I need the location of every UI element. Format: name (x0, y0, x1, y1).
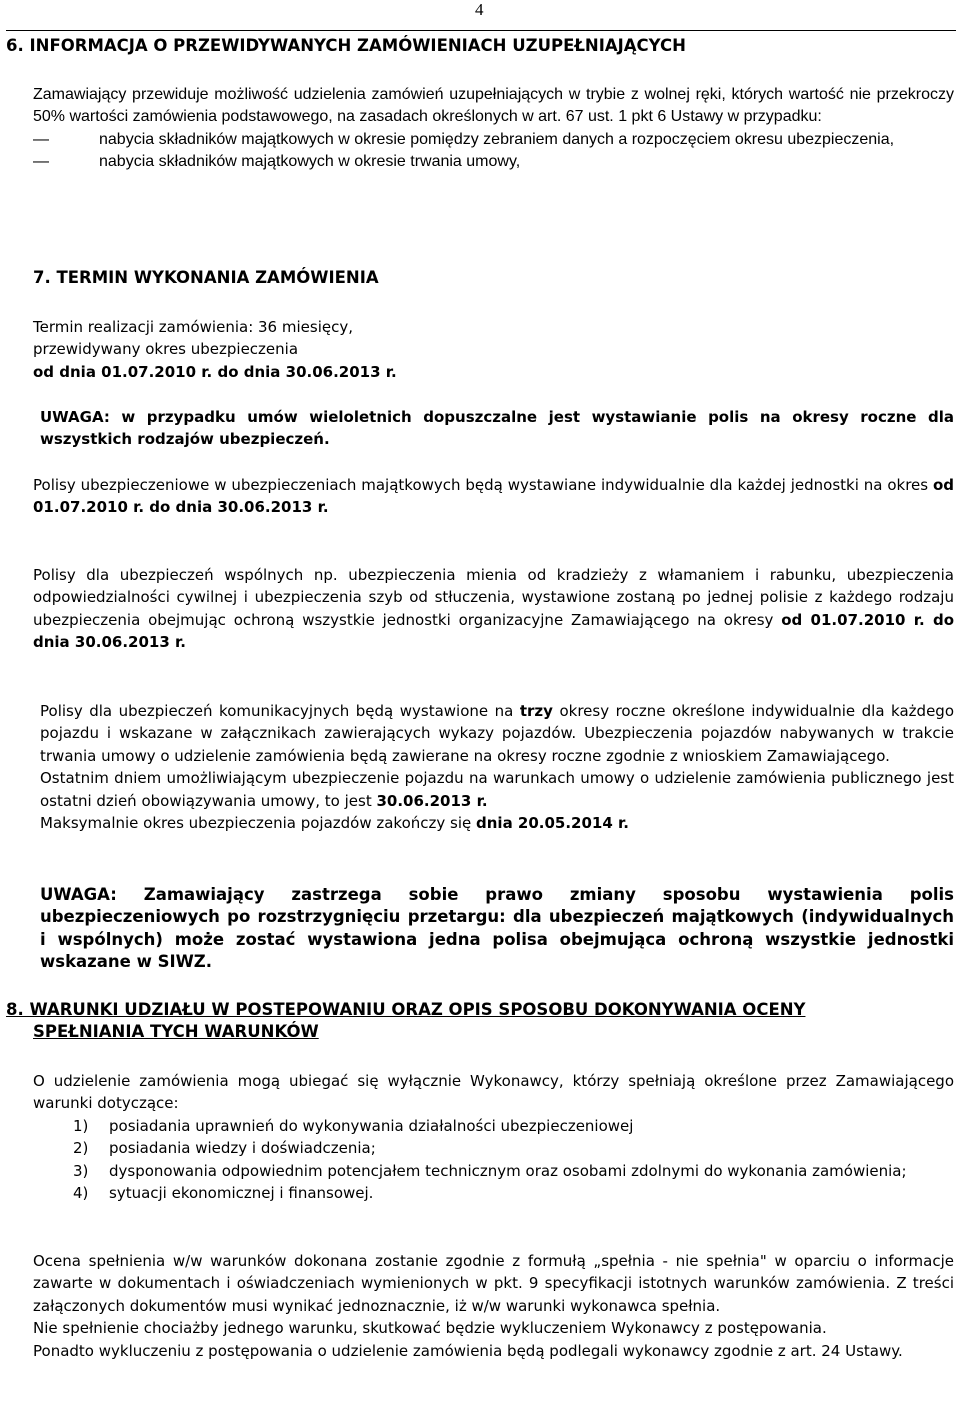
ocena-paragraph (33, 1250, 954, 1362)
term-line: przewidywany okres ubezpieczenia (33, 340, 299, 359)
dash-bullet: — (33, 130, 49, 148)
list-item-text: nabycia składników majątkowych w okresie pomiędzy zebraniem danych a rozpoczęciem okresu ubezpieczenia, (99, 130, 895, 148)
list-number: 3) (73, 1161, 89, 1180)
header-rule (6, 30, 956, 31)
kom-bold: trzy (519, 702, 553, 720)
polisy-paragraph-1 (33, 474, 954, 519)
list-item-text: nabycia składników majątkowych w okresie trwania umowy, (99, 153, 521, 171)
section-8-heading-cont: SPEŁNIANIA TYCH WARUNKÓW (33, 1022, 319, 1041)
kom-text-a: Polisy dla ubezpieczeń komunikacyjnych będą wystawione na (40, 702, 520, 720)
list-item (33, 1137, 954, 1159)
section-7-heading: 7. TERMIN WYKONANIA ZAMÓWIENIA (33, 268, 379, 287)
list-item-text: dysponowania odpowiednim potencjałem technicznym oraz osobami zdolnymi do wykonania zamówienia; (109, 1161, 907, 1180)
uwaga-note-1: UWAGA: w przypadku umów wieloletnich dopuszczalne jest wystawianie polis na okresy roczne dla wszystkich rodzajów ubezpieczeń. (40, 408, 954, 449)
polisy-2-dates: od 01.07.2010 r. do dnia 30.06.2013 r. (33, 610, 955, 652)
term-line: Termin realizacji zamówienia: 36 miesięcy, (33, 318, 353, 336)
ostatni-dzien-date: 30.06.2013 r. (376, 791, 488, 810)
list-number: 2) (73, 1139, 89, 1158)
niespelnienie-text: Nie spełnienie chociażby jednego warunku, skutkować będzie wykluczeniem Wykonawcy z postępowania. (33, 1319, 827, 1338)
page-number: 4 (475, 0, 484, 19)
dash-bullet: — (33, 153, 49, 171)
list-item (33, 129, 954, 151)
term-dates: od dnia 01.07.2010 r. do dnia 30.06.2013 r. (33, 362, 397, 381)
maks-okres-text: Maksymalnie okres ubezpieczenia pojazdów zakończy się (40, 814, 477, 833)
komunikacyjne-paragraph (40, 700, 954, 834)
kom-text-b: okresy roczne określone indywidualnie dla każdego pojazdu i wskazane w załącznikach zawierających wykazy pojazdów. Ubezpieczenia pojazdów nabywanych w trakcie trwania umowy o udzielenie zamówienia będą zawierane na okresy roczne zgodnie z wnioskiem Zamawiającego. (40, 702, 954, 765)
term-block (33, 316, 933, 383)
list-item (33, 1182, 954, 1204)
list-item (33, 1160, 954, 1182)
section-8-intro: O udzielenie zamówienia mogą ubiegać się wyłącznie Wykonawcy, którzy spełniają określone przez Zamawiającego warunki dotyczące: (33, 1072, 954, 1113)
section-8-heading: 8. WARUNKI UDZIAŁU W POSTEPOWANIU ORAZ OPIS SPOSOBU DOKONYWANIA OCENY (6, 1000, 806, 1019)
section-8-body (33, 1070, 954, 1204)
ocena-text: Ocena spełnienia w/w warunków dokonana zostanie zgodnie z formułą „spełnia - nie spełnia" w oparciu o informacje zawarte w dokumentach i oświadczeniach wymienionych w pkt. 9 specyfikacji istotnych warunków zamówienia. Z treści załączonych dokumentów musi wynikać jednoznacznie, iż w/w warunki wykonawca spełnia. (33, 1252, 954, 1315)
section-6-paragraph (33, 84, 954, 174)
section-6-heading: 6. INFORMACJA O PRZEWIDYWANYCH ZAMÓWIENIACH UZUPEŁNIAJĄCYCH (6, 36, 686, 55)
list-number: 4) (73, 1184, 89, 1203)
list-item-text: posiadania uprawnień do wykonywania działalności ubezpieczeniowej (109, 1116, 634, 1135)
wykluczenie-text: Ponadto wykluczeniu z postępowania o udzielenie zamówienia będą podlegali wykonawcy zgodnie z art. 24 Ustawy. (33, 1341, 903, 1360)
list-item-text: sytuacji ekonomicznej i finansowej. (109, 1184, 374, 1203)
list-item (33, 151, 954, 173)
maks-okres-date: dnia 20.05.2014 r. (476, 814, 629, 833)
polisy-2-text: Polisy dla ubezpieczeń wspólnych np. ubezpieczenia mienia od kradzieży z włamaniem i rabunku, ubezpieczenia odpowiedzialności cywilnej i ubezpieczenia szyb od stłuczenia, wystawione zostaną po jednej polisie z każdego rodzaju ubezpieczenia obejmując ochroną wszystkie jednostki organizacyjne Zamawiającego na okresy (33, 566, 954, 629)
polisy-1-text: Polisy ubezpieczeniowe w ubezpieczeniach majątkowych będą wystawiane indywidualnie dla każdej jednostki na okres (33, 476, 933, 494)
polisy-paragraph-2 (33, 564, 954, 654)
section-6-lead: Zamawiający przewiduje możliwość udzielenia zamówień uzupełniających w trybie z wolnej ręki, których wartość nie przekroczy 50% wartości zamówienia podstawowego, na zasadach określonych w art. 67 ust. 1 pkt 6 Ustawy w przypadku: (33, 86, 954, 126)
polisy-1-dates: od 01.07.2010 r. do dnia 30.06.2013 r. (33, 476, 954, 517)
list-item-text: posiadania wiedzy i doświadczenia; (109, 1139, 376, 1158)
list-item (33, 1115, 954, 1137)
list-number: 1) (73, 1116, 89, 1135)
ostatni-dzien-text: Ostatnim dniem umożliwiającym ubezpieczenie pojazdu na warunkach umowy o udzielenie zamówienia publicznego jest ostatni dzień obowiązywania umowy, to jest (40, 769, 954, 810)
uwaga-note-2: UWAGA: Zamawiający zastrzega sobie prawo zmiany sposobu wystawienia polis ubezpieczeniowych po rozstrzygnięciu przetargu: dla ubezpieczeń majątkowych (indywidualnych i wspólnych) może zostać wystawiona jedna polisa obejmująca ochroną wszystkie jednostki wskazane w SIWZ. (40, 885, 954, 972)
